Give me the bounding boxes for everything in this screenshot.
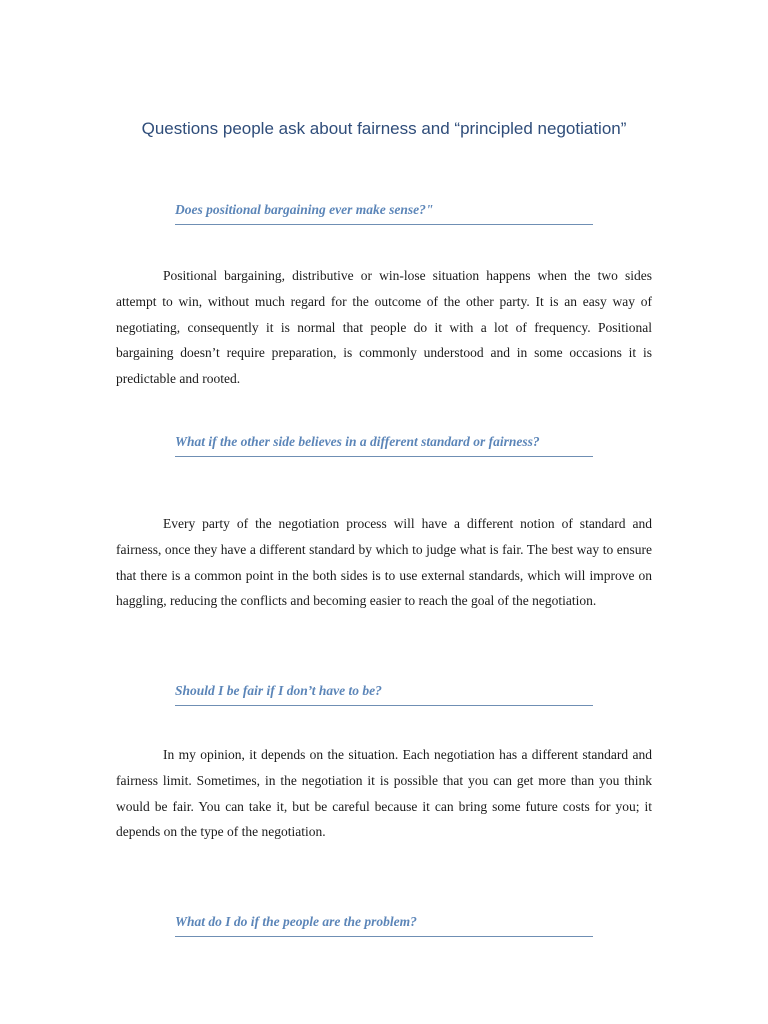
question-heading-1: Does positional bargaining ever make sense?"	[175, 201, 593, 225]
page-title: Questions people ask about fairness and “principled negotiation”	[141, 119, 627, 138]
question-heading-4: What do I do if the people are the problem?	[175, 913, 593, 937]
answer-paragraph-1: Positional bargaining, distributive or win-lose situation happens when the two sides attempt to win, without much regard for the outcome of the other party. It is an easy way of negotiating, consequently it is normal that people do it with a lot of frequency. Positional bargaining doesn’t require preparation, is commonly understood and in some occasions it is predictable and rooted.	[116, 268, 652, 387]
answer-paragraph-3: In my opinion, it depends on the situation. Each negotiation has a different standard and fairness limit. Sometimes, in the negotiation it is possible that you can get more than you think would be fair. You can take it, but be careful because it can bring some future costs for you; it depends on the type of the negotiation.	[116, 747, 652, 840]
question-heading-2: What if the other side believes in a different standard or fairness?	[175, 433, 593, 457]
question-heading-3: Should I be fair if I don’t have to be?	[175, 682, 593, 706]
answer-paragraph-2: Every party of the negotiation process will have a different notion of standard and fairness, once they have a different standard by which to judge what is fair. The best way to ensure that there is a common point in the both sides is to use external standards, which will improve on haggling, reducing the conflicts and becoming easier to reach the goal of the negotiation.	[116, 516, 652, 609]
